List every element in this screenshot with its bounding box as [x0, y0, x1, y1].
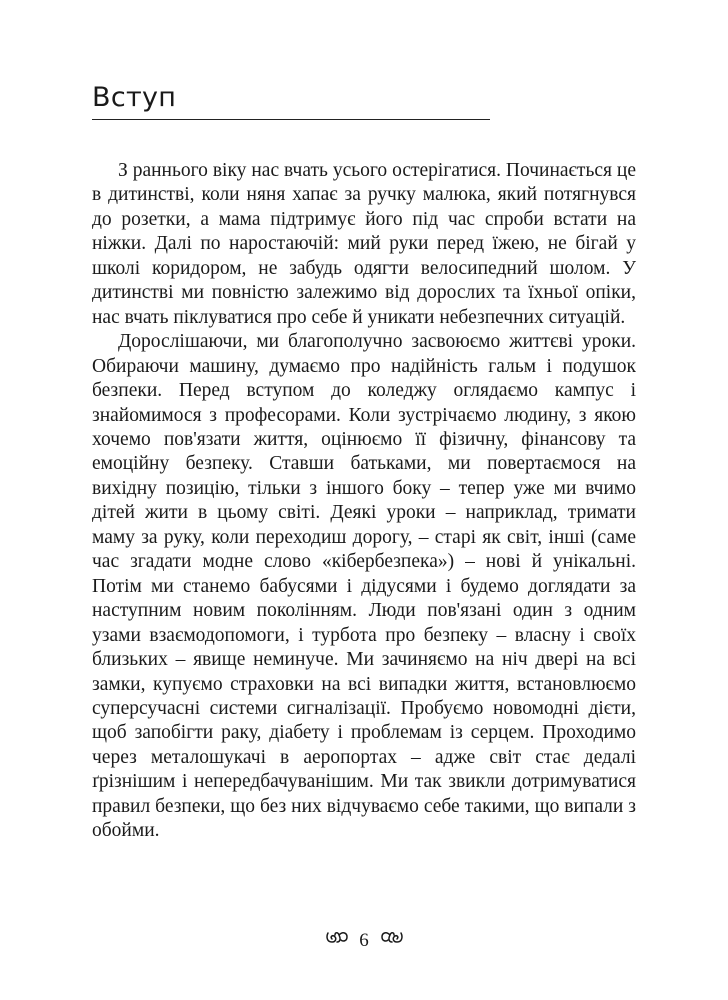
right-ornament-icon: [380, 929, 404, 953]
page-number: 6: [359, 930, 369, 951]
paragraph: Дорослішаючи, ми благополучно засвоюємо життєві уроки. Обираючи машину, думаємо про надійність гальм і подушок безпеки. Перед вступом до коледжу оглядаємо кампус і знайомимося з професорами. Коли зустрічаємо людину, з якою хочемо пов'язати життя, оцінюємо її фізичну, фінансову та емоційну безпеку. Ставши батьками, ми повертаємося на вихідну позицію, тільки з іншого боку – тепер уже ми вчимо дітей жити в цьому світі. Деякі уроки – наприклад, тримати маму за руку, коли переходиш дорогу, – старі як світ, інші (саме час згадати модне слово «кібербезпека») – нові й унікальні. Потім ми станемо бабусями і дідусями і будемо доглядати за наступним новим поколінням. Люди пов'язані один з одним узами взаємодопомоги, і турбота про безпеку – власну і своїх близьких – явище неминуче. Ми зачиняємо на ніч двері на всі замки, купуємо страховки на всі випадки життя, встановлюємо суперсучасні системи сигналізації. Пробуємо новомодні дієти, щоб запобігти раку, діабету і проблемам із серцем. Проходимо через металошукачі в аеропортах – адже світ стає дедалі ґрізнішим і непередбачуванішим. Ми так звикли дотримуватися правил безпеки, що без них відчуваємо себе такими, що випали з обойми.: [92, 331, 636, 842]
chapter-title: Вступ: [92, 82, 177, 113]
paragraph: З раннього віку нас вчать усього остерігатися. Починається це в дитинстві, коли няня хапає за ручку малюка, який потягнувся до розетки, а мама підтримує його під час спроби встати на ніжки. Далі по наростаючій: мий руки перед їжею, не бігай у школі коридором, не забудь одягти велосипедний шолом. У дитинстві ми повністю залежимо від дорослих та їхньої опіки, нас вчать піклуватися про себе й уникати небезпечних ситуацій.: [92, 160, 636, 328]
heading-underline: [92, 119, 490, 120]
right-ornament-icon-svg: [380, 929, 404, 945]
left-ornament-icon: [325, 929, 349, 953]
left-ornament-icon-svg: [325, 929, 349, 945]
page-footer: [0, 929, 728, 953]
body-text: [92, 159, 636, 844]
